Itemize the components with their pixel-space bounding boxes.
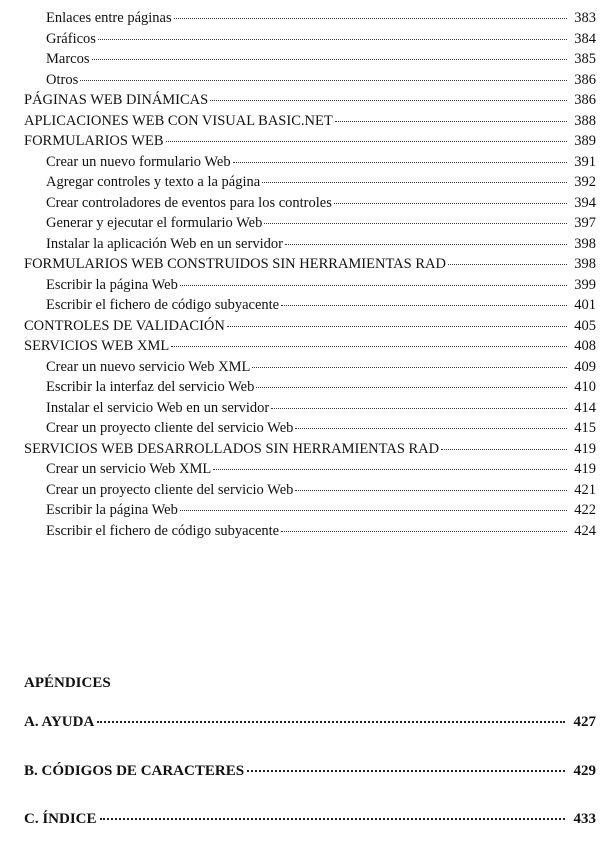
toc-entry-title: Otros bbox=[46, 71, 79, 88]
toc-entry[interactable] bbox=[0, 172, 600, 193]
toc-entry-page: 398 bbox=[574, 235, 596, 252]
toc-entry-page: 414 bbox=[574, 399, 596, 416]
toc-entry-page: 415 bbox=[574, 420, 596, 436]
toc-entry[interactable] bbox=[0, 398, 600, 419]
appendix-page: 433 bbox=[573, 811, 596, 827]
toc-entry[interactable] bbox=[0, 336, 600, 357]
toc-entry-title: Agregar controles y texto a la página bbox=[46, 174, 261, 190]
toc-entry-page: 421 bbox=[574, 481, 596, 498]
toc-entry-page: 384 bbox=[574, 30, 596, 47]
toc-entry-title: FORMULARIOS WEB bbox=[24, 133, 164, 149]
toc-entry-title: SERVICIOS WEB XML bbox=[24, 338, 170, 354]
dot-leader bbox=[171, 346, 567, 347]
dot-leader bbox=[100, 818, 565, 820]
toc-entry-page: 422 bbox=[574, 502, 596, 518]
toc-entry-page: 410 bbox=[574, 379, 596, 395]
toc-entry[interactable] bbox=[0, 111, 600, 132]
toc-entry-title: Gráficos bbox=[46, 30, 96, 47]
toc-entry[interactable] bbox=[0, 193, 600, 214]
toc-list bbox=[0, 8, 600, 541]
appendix-title: C. ÍNDICE bbox=[24, 811, 97, 827]
toc-entry-title: Enlaces entre páginas bbox=[46, 10, 172, 26]
toc-entry-page: 419 bbox=[574, 461, 596, 477]
appendix-page: 429 bbox=[573, 763, 596, 779]
dot-leader bbox=[335, 121, 567, 122]
dot-leader bbox=[271, 408, 567, 409]
dot-leader bbox=[262, 182, 567, 183]
dot-leader bbox=[281, 531, 567, 532]
appendix-entry-b[interactable] bbox=[24, 763, 596, 780]
toc-entry-page: 386 bbox=[574, 92, 596, 108]
toc-entry-title: Escribir el fichero de código subyacente bbox=[46, 522, 280, 539]
toc-entry-page: 394 bbox=[574, 194, 596, 211]
toc-entry-page: 408 bbox=[574, 338, 596, 354]
appendix-entry-a[interactable] bbox=[24, 714, 596, 731]
toc-entry-page: 409 bbox=[574, 358, 596, 375]
toc-entry[interactable] bbox=[0, 480, 600, 501]
dot-leader bbox=[285, 244, 567, 245]
toc-entry[interactable] bbox=[0, 521, 600, 542]
dot-leader bbox=[227, 326, 567, 327]
toc-entry-title: Marcos bbox=[46, 51, 90, 67]
dot-leader bbox=[180, 510, 567, 511]
toc-entry-title: Crear un proyecto cliente del servicio Web bbox=[46, 420, 294, 436]
dot-leader bbox=[210, 100, 567, 101]
toc-entry[interactable] bbox=[0, 500, 600, 521]
appendices-heading: APÉNDICES bbox=[24, 675, 111, 691]
toc-entry-title: Crear un nuevo servicio Web XML bbox=[46, 358, 251, 375]
toc-entry-page: 398 bbox=[574, 256, 596, 272]
toc-entry-page: 405 bbox=[574, 317, 596, 334]
toc-entry[interactable] bbox=[0, 90, 600, 111]
toc-entry-page: 386 bbox=[574, 71, 596, 88]
toc-entry[interactable] bbox=[0, 295, 600, 316]
dot-leader bbox=[174, 18, 567, 19]
toc-entry-title: Crear controladores de eventos para los controles bbox=[46, 194, 332, 211]
appendix-entry-c[interactable] bbox=[24, 811, 596, 828]
toc-entry-title: Escribir la página Web bbox=[46, 502, 178, 518]
dot-leader bbox=[233, 162, 567, 163]
toc-entry[interactable] bbox=[0, 152, 600, 173]
toc-entry[interactable] bbox=[0, 459, 600, 480]
toc-entry-title: Crear un nuevo formulario Web bbox=[46, 153, 231, 170]
toc-entry-page: 388 bbox=[574, 112, 596, 129]
appendix-page: 427 bbox=[573, 714, 596, 730]
toc-entry[interactable] bbox=[0, 439, 600, 460]
dot-leader bbox=[441, 449, 567, 450]
toc-entry-title: CONTROLES DE VALIDACIÓN bbox=[24, 317, 225, 334]
dot-leader bbox=[334, 203, 567, 204]
toc-entry-page: 424 bbox=[574, 522, 596, 539]
toc-entry[interactable] bbox=[0, 29, 600, 50]
toc-entry-title: Escribir la página Web bbox=[46, 276, 178, 293]
dot-leader bbox=[448, 264, 567, 265]
dot-leader bbox=[281, 305, 567, 306]
dot-leader bbox=[247, 770, 565, 772]
dot-leader bbox=[97, 721, 565, 723]
dot-leader bbox=[264, 223, 567, 224]
toc-entry-title: SERVICIOS WEB DESARROLLADOS SIN HERRAMIENTAS RAD bbox=[24, 440, 440, 457]
dot-leader bbox=[295, 428, 567, 429]
toc-entry-page: 397 bbox=[574, 215, 596, 231]
toc-entry[interactable] bbox=[0, 234, 600, 255]
toc-entry-title: FORMULARIOS WEB CONSTRUIDOS SIN HERRAMIENTAS RAD bbox=[24, 256, 446, 272]
toc-entry-title: Instalar el servicio Web en un servidor bbox=[46, 399, 270, 416]
toc-entry-page: 391 bbox=[574, 153, 596, 170]
toc-entry[interactable] bbox=[0, 275, 600, 296]
toc-entry[interactable] bbox=[0, 49, 600, 70]
toc-entry[interactable] bbox=[0, 357, 600, 378]
dot-leader bbox=[166, 141, 567, 142]
toc-entry-page: 383 bbox=[574, 10, 596, 26]
dot-leader bbox=[92, 59, 568, 60]
appendix-title: B. CÓDIGOS DE CARACTERES bbox=[24, 763, 245, 779]
toc-entry-page: 401 bbox=[574, 297, 596, 313]
toc-entry-page: 389 bbox=[574, 133, 596, 149]
toc-entry-title: Crear un proyecto cliente del servicio Web bbox=[46, 481, 294, 498]
toc-entry-title: Instalar la aplicación Web en un servidor bbox=[46, 235, 283, 252]
toc-entry-title: Escribir la interfaz del servicio Web bbox=[46, 379, 255, 395]
toc-entry-title: Escribir el fichero de código subyacente bbox=[46, 297, 280, 313]
dot-leader bbox=[213, 469, 567, 470]
toc-entry[interactable] bbox=[0, 316, 600, 337]
appendix-title: A. AYUDA bbox=[24, 714, 95, 730]
toc-entry[interactable] bbox=[0, 131, 600, 152]
toc-entry-title: Crear un servicio Web XML bbox=[46, 461, 212, 477]
toc-entry[interactable] bbox=[0, 377, 600, 398]
dot-leader bbox=[256, 387, 567, 388]
toc-entry-page: 385 bbox=[574, 51, 596, 67]
toc-entry[interactable] bbox=[0, 213, 600, 234]
dot-leader bbox=[295, 490, 567, 491]
toc-entry[interactable] bbox=[0, 8, 600, 29]
toc-entry-title: APLICACIONES WEB CON VISUAL BASIC.NET bbox=[24, 112, 333, 129]
toc-entry[interactable] bbox=[0, 70, 600, 91]
toc-entry-page: 392 bbox=[574, 174, 596, 190]
toc-entry-title: PÁGINAS WEB DINÁMICAS bbox=[24, 92, 209, 108]
toc-entry-page: 419 bbox=[574, 440, 596, 457]
toc-entry[interactable] bbox=[0, 254, 600, 275]
dot-leader bbox=[180, 285, 567, 286]
dot-leader bbox=[80, 80, 567, 81]
dot-leader bbox=[98, 39, 567, 40]
toc-entry-page: 399 bbox=[574, 276, 596, 293]
dot-leader bbox=[252, 367, 567, 368]
toc-entry[interactable] bbox=[0, 418, 600, 439]
toc-entry-title: Generar y ejecutar el formulario Web bbox=[46, 215, 263, 231]
